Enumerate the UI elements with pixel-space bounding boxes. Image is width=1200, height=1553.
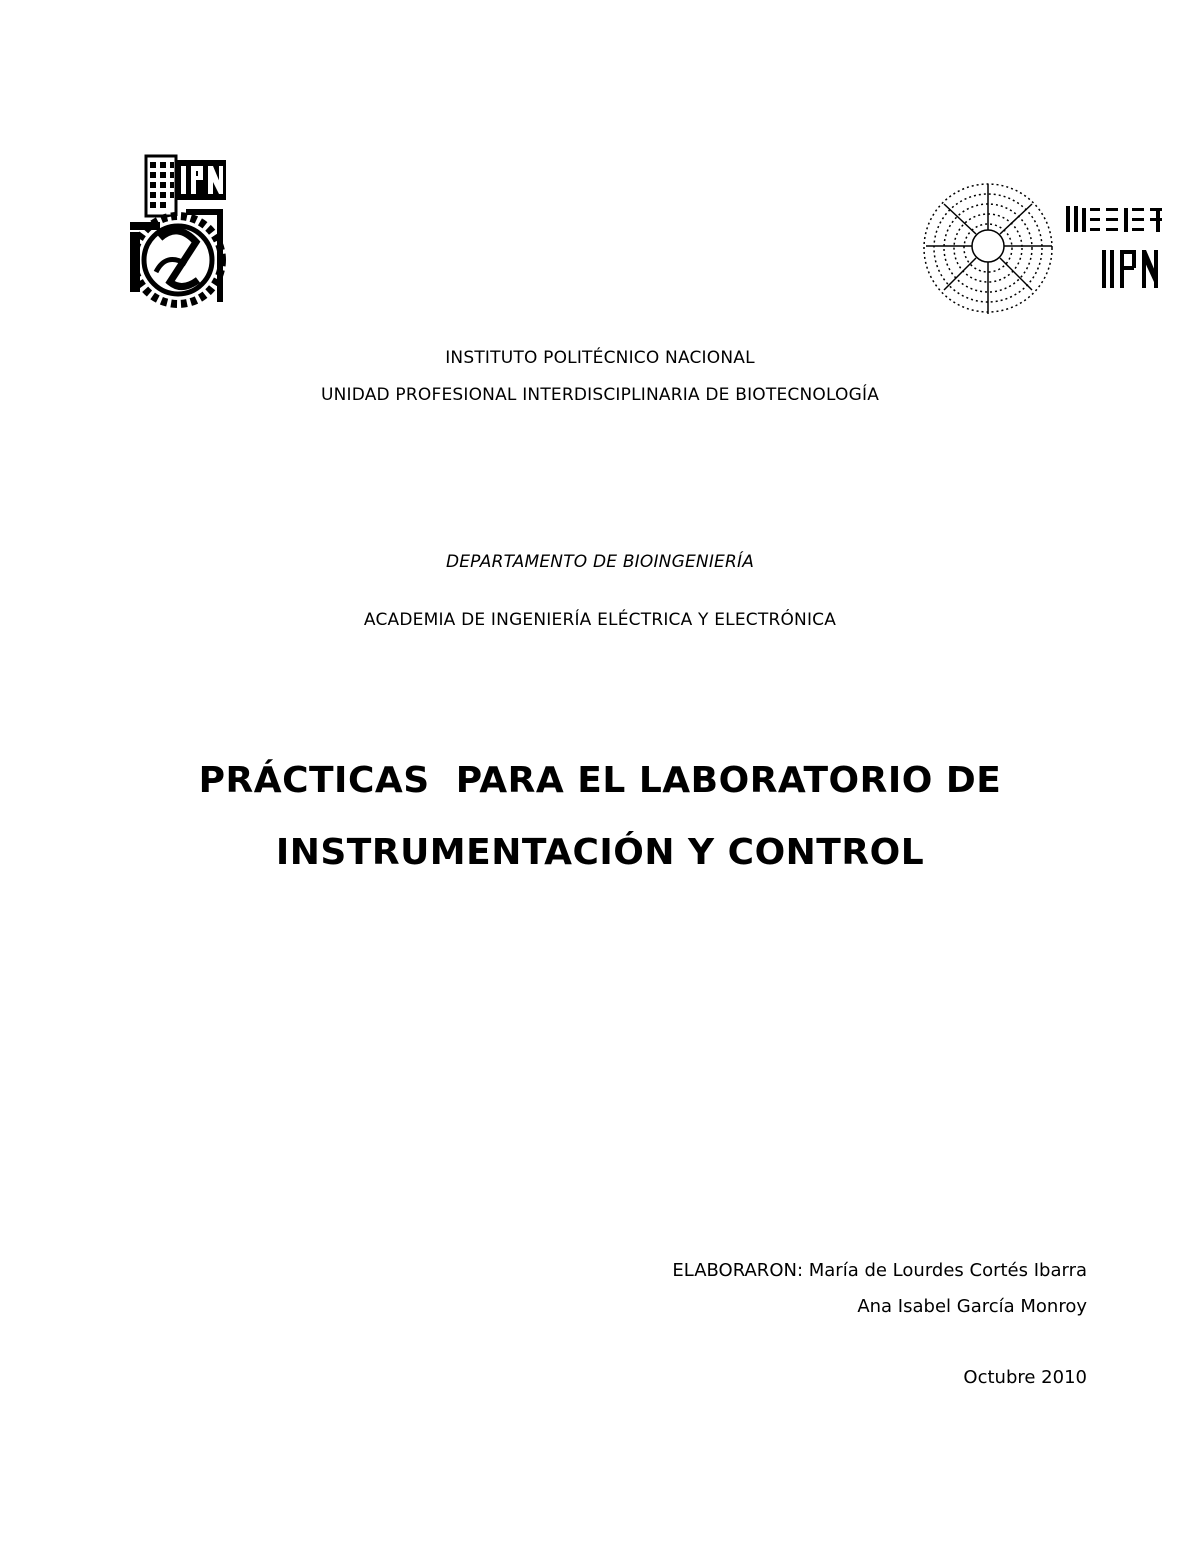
author-1: María de Lourdes Cortés Ibarra xyxy=(808,1260,1087,1281)
department-name: DEPARTAMENTO DE BIOINGENIERÍA xyxy=(445,552,755,572)
document-title-line-2: INSTRUMENTACIÓN Y CONTROL xyxy=(275,832,925,873)
institution-name: INSTITUTO POLITÉCNICO NACIONAL xyxy=(445,348,755,368)
author-2: Ana Isabel García Monroy xyxy=(857,1296,1087,1317)
unit-name: UNIDAD PROFESIONAL INTERDISCIPLINARIA DE BIOTECNOLOGÍA xyxy=(320,385,880,405)
ipn-logo xyxy=(126,152,230,316)
authors-line-1 xyxy=(672,1260,1087,1281)
document-title-line-1: PRÁCTICAS PARA EL LABORATORIO DE xyxy=(198,760,1002,801)
upibi-logo xyxy=(920,178,1170,320)
academy-name: ACADEMIA DE INGENIERÍA ELÉCTRICA Y ELECTRÓNICA xyxy=(363,610,837,630)
document-date: Octubre 2010 xyxy=(963,1367,1087,1388)
credits-label: ELABORARON: xyxy=(672,1260,804,1281)
